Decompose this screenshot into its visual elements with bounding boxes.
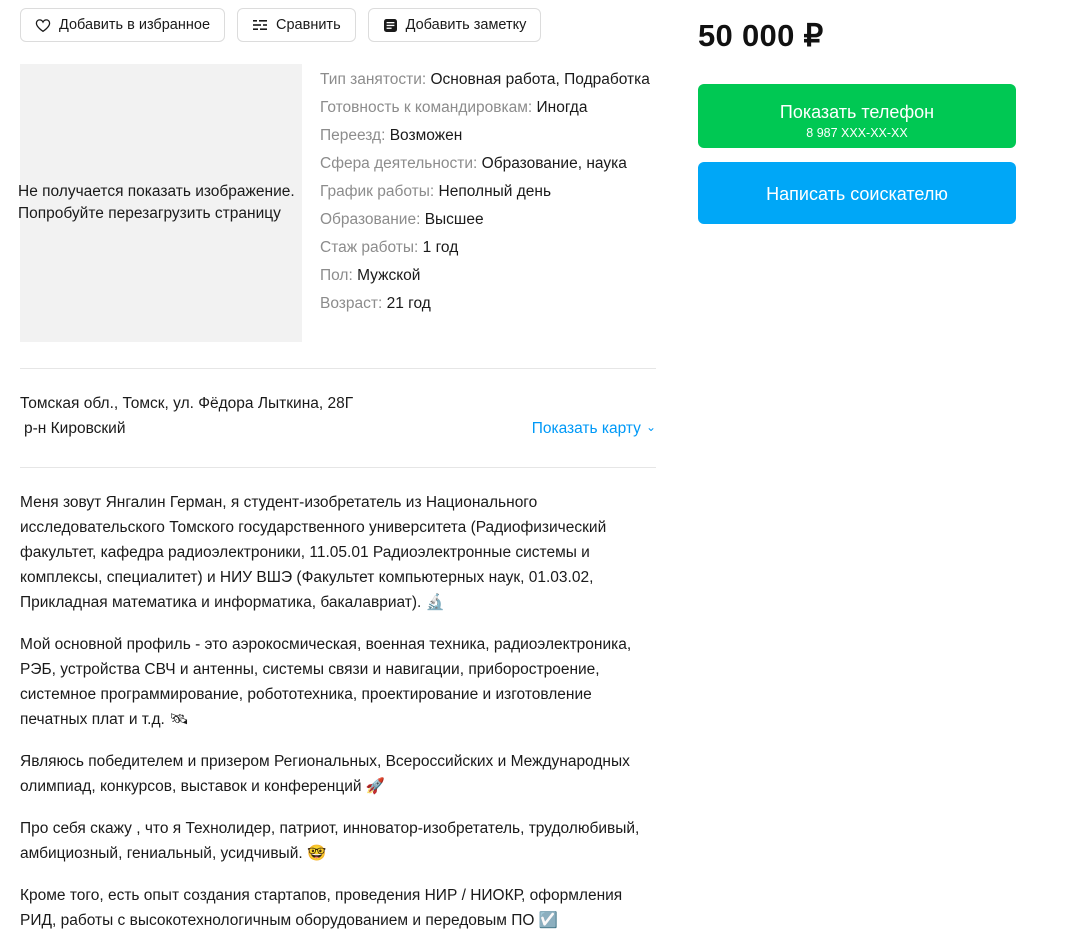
summary-row: [20, 64, 656, 342]
compare-label: Сравнить: [276, 17, 341, 33]
param-row: [320, 66, 650, 94]
sidebar: [698, 0, 1018, 224]
description-block: [20, 490, 656, 933]
resume-photo[interactable]: [20, 64, 302, 342]
param-row: [320, 206, 650, 234]
param-label: Переезд:: [320, 127, 386, 144]
add-note-button[interactable]: [368, 8, 542, 42]
param-row: [320, 122, 650, 150]
heart-icon: [35, 18, 51, 33]
description-paragraph: Меня зовут Янгалин Герман, я студент-изобретатель из Национального исследовательского Томского государственного университета (Радиофизический факультет, кафедра радиоэлектроники, 11.05.01 Радиоэлектронные системы и комплексы, специалитет) и НИУ ВШЭ (Факультет компьютерных наук, 01.03.02, Прикладная математика и информатика, бакалавриат). 🔬: [20, 494, 607, 611]
param-value: 21 год: [386, 295, 431, 312]
write-to-candidate-button[interactable]: Написать соискателю: [698, 162, 1016, 224]
note-icon: [383, 18, 398, 33]
param-label: Готовность к командировкам:: [320, 99, 533, 116]
show-phone-button[interactable]: [698, 84, 1016, 148]
param-row: [320, 262, 650, 290]
param-label: Стаж работы:: [320, 239, 419, 256]
description-paragraph: Про себя скажу , что я Технолидер, патриот, инноватор-изобретатель, трудолюбивый, амбициозный, гениальный, усидчивый. 🤓: [20, 820, 640, 862]
price: 50 000 ₽: [698, 18, 824, 53]
show-phone-label: Показать телефон: [779, 102, 935, 122]
param-value: Образование, наука: [481, 155, 627, 172]
description-paragraph: Являюсь победителем и призером Региональных, Всероссийских и Международных олимпиад, конкурсов, выставок и конференций 🚀: [20, 753, 630, 795]
param-row: [320, 234, 650, 262]
description-paragraph: Мой основной профиль - это аэрокосмическая, военная техника, радиоэлектроника, РЭБ, устройства СВЧ и антенны, системы связи и навигации, приборостроение, системное программирование, робототехника, проектирование и изготовление печатных плат и т.д. 🛰: [20, 636, 632, 728]
compare-icon: [252, 18, 268, 32]
param-label: Образование:: [320, 211, 421, 228]
param-row: [320, 178, 650, 206]
description-paragraph: Кроме того, есть опыт создания стартапов, проведения НИР / НИОКР, оформления РИД, работы с высокотехнологичным оборудованием и передовым ПО ☑️: [20, 887, 623, 929]
add-to-favorites-label: Добавить в избранное: [59, 17, 211, 33]
param-value: Иногда: [536, 99, 588, 116]
param-row: [320, 94, 650, 122]
masked-phone-number: 8 987 XXX-XX-XX: [806, 126, 908, 140]
param-label: Сфера деятельности:: [320, 155, 478, 172]
add-to-favorites-button[interactable]: [20, 8, 225, 42]
param-row: [320, 290, 650, 318]
param-row: [320, 150, 650, 178]
compare-button[interactable]: [237, 8, 356, 42]
photo-broken-text: [18, 181, 318, 225]
param-value: Возможен: [389, 127, 463, 144]
parameters-list: [320, 64, 650, 342]
district-line: р-н Кировский: [24, 420, 126, 437]
param-value: Основная работа, Подработка: [430, 71, 650, 88]
show-map-label: Показать карту: [531, 420, 641, 437]
param-label: Тип занятости:: [320, 71, 427, 88]
add-note-label: Добавить заметку: [405, 17, 527, 33]
param-label: График работы:: [320, 183, 435, 200]
param-label: Пол:: [320, 267, 353, 284]
show-map-link[interactable]: [532, 416, 656, 441]
action-bar: [20, 0, 656, 42]
param-value: Высшее: [424, 211, 484, 228]
param-value: 1 год: [422, 239, 459, 256]
param-value: Мужской: [357, 267, 421, 284]
photo-broken-line1: Не получается показать изображение.: [18, 183, 295, 200]
main-content: [20, 0, 656, 939]
divider: [20, 368, 656, 369]
param-value: Неполный день: [438, 183, 552, 200]
photo-broken-line2: Попробуйте перезагрузить страницу: [18, 205, 281, 222]
divider: [20, 467, 656, 468]
param-label: Возраст:: [320, 295, 383, 312]
chevron-down-icon: ⌄: [645, 419, 656, 434]
address-line: Томская обл., Томск, ул. Фёдора Лыткина, 28Г: [20, 395, 354, 412]
address-block: [20, 391, 656, 441]
